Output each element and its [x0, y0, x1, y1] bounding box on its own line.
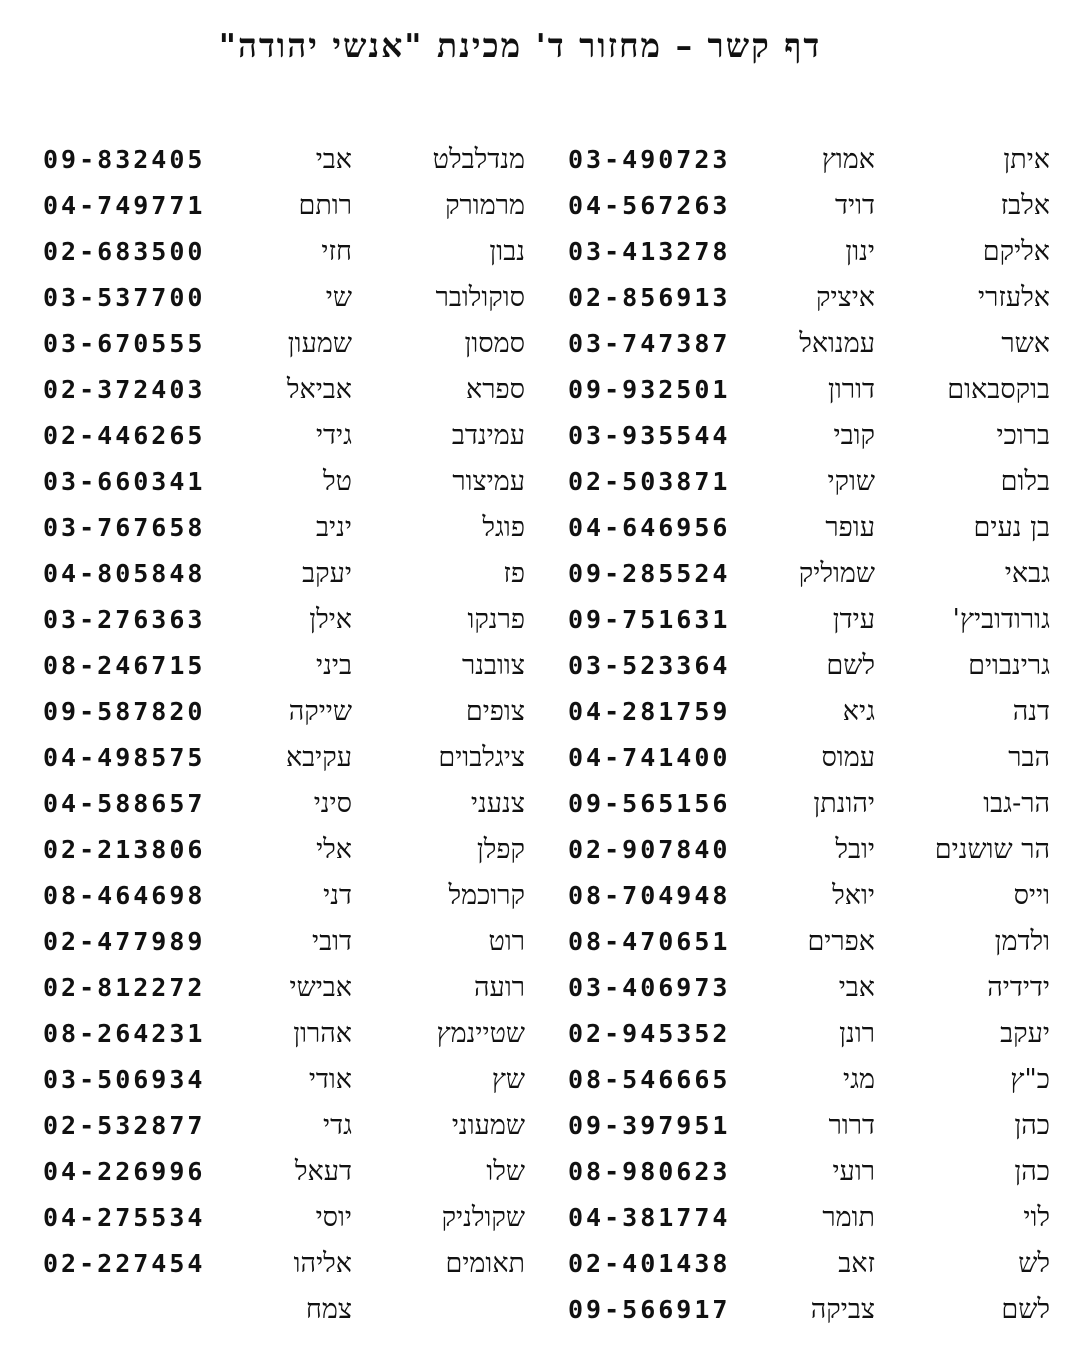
contact-last-name: צנעני — [470, 788, 525, 819]
contact-last-name: פוגל — [482, 512, 525, 543]
contact-phone: 03-747387 — [568, 329, 731, 358]
page-title: דף קשר – מחזור ד' מכינת "אנשי יהודה" — [218, 26, 822, 65]
contact-first-name: זאב — [838, 1248, 875, 1279]
contact-first-name: יעקב — [302, 558, 352, 589]
contact-last-name: כהן — [1014, 1110, 1050, 1141]
contact-phone: 02-213806 — [43, 835, 206, 864]
contact-first-name: דעאל — [294, 1156, 352, 1187]
table-row — [0, 140, 1080, 180]
contact-last-name: הר-גבו — [983, 788, 1050, 819]
contact-phone: 02-401438 — [568, 1249, 731, 1278]
contact-first-name: צמח — [305, 1294, 352, 1325]
contact-phone: 02-477989 — [43, 927, 206, 956]
contact-last-name: וייס — [1013, 880, 1050, 911]
contact-phone: 03-767658 — [43, 513, 206, 542]
contact-last-name: לוי — [1023, 1202, 1050, 1233]
contact-first-name: גדי — [323, 1110, 352, 1141]
contact-last-name: נבון — [489, 236, 525, 267]
table-row — [0, 876, 1080, 916]
contact-first-name: דני — [323, 880, 352, 911]
contact-last-name: צוובנר — [461, 650, 525, 681]
contact-first-name: אבי — [315, 144, 352, 175]
contact-last-name: איתן — [1003, 144, 1050, 175]
contact-first-name: אילן — [309, 604, 352, 635]
contact-first-name: יניב — [316, 512, 352, 543]
contact-last-name: גבאי — [1004, 558, 1050, 589]
contact-last-name: אלבז — [1000, 190, 1050, 221]
table-row — [0, 232, 1080, 272]
contact-last-name: סמסון — [464, 328, 525, 359]
contact-first-name: אליהו — [293, 1248, 352, 1279]
contact-first-name: עקיבא — [285, 742, 352, 773]
contact-first-name: אבי — [838, 972, 875, 1003]
contact-first-name: יהונתן — [813, 788, 875, 819]
contact-first-name: עידן — [832, 604, 875, 635]
contact-phone: 02-907840 — [568, 835, 731, 864]
contact-first-name: דובי — [312, 926, 352, 957]
contact-last-name: פרנקו — [467, 604, 525, 635]
contact-first-name: גיא — [842, 696, 875, 727]
contact-first-name: עופר — [825, 512, 875, 543]
table-row — [0, 738, 1080, 778]
table-row — [0, 186, 1080, 226]
contact-last-name: יעקב — [1000, 1018, 1050, 1049]
contact-last-name: קרוכמל — [448, 880, 525, 911]
contact-last-name: שלו — [486, 1156, 525, 1187]
table-row — [0, 1244, 1080, 1284]
contact-phone: 03-537700 — [43, 283, 206, 312]
contact-last-name: שץ — [491, 1064, 525, 1095]
contact-first-name: אהרון — [293, 1018, 352, 1049]
contact-last-name: אלעזרי — [978, 282, 1050, 313]
contact-phone: 08-470651 — [568, 927, 731, 956]
contact-first-name: שוקי — [827, 466, 875, 497]
table-row — [0, 278, 1080, 318]
contact-phone: 08-464698 — [43, 881, 206, 910]
contact-phone: 03-276363 — [43, 605, 206, 634]
contact-last-name: שטיינמץ — [436, 1018, 525, 1049]
contact-first-name: חזי — [321, 236, 352, 267]
contact-last-name: תאומים — [445, 1248, 525, 1279]
contact-first-name: שי — [325, 282, 352, 313]
contact-first-name: אמוץ — [821, 144, 875, 175]
contact-phone: 08-704948 — [568, 881, 731, 910]
contact-phone: 08-546665 — [568, 1065, 731, 1094]
contact-last-name: בלום — [1000, 466, 1050, 497]
contact-last-name: בן נעים — [973, 512, 1050, 543]
table-row — [0, 370, 1080, 410]
contact-phone: 02-683500 — [43, 237, 206, 266]
contact-phone: 09-932501 — [568, 375, 731, 404]
contact-last-name: רוט — [488, 926, 525, 957]
contact-last-name: עמינדב — [451, 420, 525, 451]
contact-phone: 04-275534 — [43, 1203, 206, 1232]
contact-last-name: קפלן — [476, 834, 525, 865]
contact-phone: 02-812272 — [43, 973, 206, 1002]
contact-first-name: אבישי — [289, 972, 352, 1003]
contact-phone: 09-751631 — [568, 605, 731, 634]
contact-last-name: אליקם — [982, 236, 1050, 267]
table-row — [0, 1152, 1080, 1192]
contact-phone: 03-406973 — [568, 973, 731, 1002]
contact-last-name: כהן — [1014, 1156, 1050, 1187]
table-row — [0, 1106, 1080, 1146]
contact-first-name: אודי — [308, 1064, 352, 1095]
contact-last-name: דנה — [1012, 696, 1050, 727]
contact-phone: 02-446265 — [43, 421, 206, 450]
contact-first-name: דויד — [835, 190, 875, 221]
contact-phone: 04-646956 — [568, 513, 731, 542]
contact-last-name: לש — [1018, 1248, 1050, 1279]
contact-first-name: רונן — [839, 1018, 875, 1049]
table-row — [0, 692, 1080, 732]
table-row — [0, 830, 1080, 870]
contact-first-name: ינון — [845, 236, 875, 267]
contact-phone: 04-741400 — [568, 743, 731, 772]
contact-first-name: לשם — [826, 650, 875, 681]
contact-phone: 04-588657 — [43, 789, 206, 818]
contact-last-name: רועה — [474, 972, 525, 1003]
contact-last-name: צופים — [465, 696, 525, 727]
table-row — [0, 600, 1080, 640]
contact-first-name: קובי — [833, 420, 875, 451]
table-row — [0, 462, 1080, 502]
contact-last-name: סוקולובר — [435, 282, 525, 313]
table-row — [0, 1198, 1080, 1238]
table-row — [0, 922, 1080, 962]
contact-first-name: תומר — [822, 1202, 875, 1233]
contact-last-name: ידידיה — [987, 972, 1050, 1003]
contact-phone: 03-506934 — [43, 1065, 206, 1094]
contact-last-name: ציגלבוים — [438, 742, 525, 773]
contact-first-name: סיני — [313, 788, 352, 819]
table-row — [0, 508, 1080, 548]
contact-first-name: צביקה — [810, 1294, 875, 1325]
contact-phone: 02-227454 — [43, 1249, 206, 1278]
contact-phone: 08-264231 — [43, 1019, 206, 1048]
contact-first-name: ביני — [316, 650, 352, 681]
contact-phone: 08-980623 — [568, 1157, 731, 1186]
contact-first-name: דורון — [828, 374, 875, 405]
contact-last-name: עמיצור — [452, 466, 525, 497]
contact-phone: 04-805848 — [43, 559, 206, 588]
contact-phone: 09-565156 — [568, 789, 731, 818]
contact-phone: 02-856913 — [568, 283, 731, 312]
contact-phone: 04-281759 — [568, 697, 731, 726]
table-row — [0, 1290, 1080, 1330]
contact-phone: 03-490723 — [568, 145, 731, 174]
contact-phone: 09-587820 — [43, 697, 206, 726]
contact-last-name: פז — [503, 558, 525, 589]
contact-first-name: אביאל — [286, 374, 352, 405]
contact-last-name: שקולניק — [441, 1202, 525, 1233]
table-row — [0, 416, 1080, 456]
contact-phone: 03-660341 — [43, 467, 206, 496]
contact-first-name: מגי — [843, 1064, 875, 1095]
contact-phone: 02-503871 — [568, 467, 731, 496]
table-row — [0, 968, 1080, 1008]
contact-phone: 09-397951 — [568, 1111, 731, 1140]
contact-phone: 04-381774 — [568, 1203, 731, 1232]
contact-last-name: אשר — [1001, 328, 1050, 359]
contact-first-name: יובל — [835, 834, 875, 865]
contact-first-name: עמנואל — [799, 328, 875, 359]
contact-phone: 02-372403 — [43, 375, 206, 404]
contact-first-name: אלי — [316, 834, 352, 865]
contact-first-name: יוסי — [315, 1202, 352, 1233]
contact-first-name: איציק — [816, 282, 875, 313]
contact-first-name: דרור — [828, 1110, 875, 1141]
contact-first-name: יואל — [832, 880, 875, 911]
contact-phone: 09-566917 — [568, 1295, 731, 1324]
contact-phone: 08-246715 — [43, 651, 206, 680]
contact-last-name: הר שושנים — [934, 834, 1050, 865]
contact-last-name: בוקסבאום — [947, 374, 1050, 405]
contact-first-name: רועי — [832, 1156, 875, 1187]
contact-phone: 03-413278 — [568, 237, 731, 266]
contact-phone: 03-670555 — [43, 329, 206, 358]
contact-first-name: שמעון — [287, 328, 352, 359]
contact-first-name: שייקה — [288, 696, 352, 727]
contact-last-name: גרינבוים — [968, 650, 1050, 681]
contact-phone: 02-945352 — [568, 1019, 731, 1048]
contact-first-name: טל — [323, 466, 352, 497]
contact-phone: 04-567263 — [568, 191, 731, 220]
contact-phone: 02-532877 — [43, 1111, 206, 1140]
contact-first-name: עמוס — [821, 742, 875, 773]
contact-last-name: ברוכי — [996, 420, 1050, 451]
contact-phone: 04-226996 — [43, 1157, 206, 1186]
table-row — [0, 784, 1080, 824]
contact-last-name: הבר — [1008, 742, 1050, 773]
contact-last-name: כ"ץ — [1010, 1064, 1050, 1095]
contact-last-name: ולדמן — [994, 926, 1050, 957]
contact-phone: 04-498575 — [43, 743, 206, 772]
table-row — [0, 1060, 1080, 1100]
contact-phone: 04-749771 — [43, 191, 206, 220]
contact-last-name: מרמורק — [445, 190, 525, 221]
contact-last-name: שמעוני — [451, 1110, 525, 1141]
contact-phone: 09-832405 — [43, 145, 206, 174]
table-row — [0, 1014, 1080, 1054]
contact-first-name: אפרים — [807, 926, 875, 957]
contact-phone: 09-285524 — [568, 559, 731, 588]
table-row — [0, 554, 1080, 594]
table-row — [0, 646, 1080, 686]
contact-first-name: רותם — [298, 190, 352, 221]
contact-phone: 03-935544 — [568, 421, 731, 450]
contact-phone: 03-523364 — [568, 651, 731, 680]
contact-first-name: שמוליק — [798, 558, 875, 589]
contact-first-name: גידי — [315, 420, 352, 451]
contact-last-name: מנדלבלט — [432, 144, 525, 175]
table-row — [0, 324, 1080, 364]
contact-last-name: ספרא — [466, 374, 525, 405]
contact-last-name: לשם — [1001, 1294, 1050, 1325]
contact-last-name: גורודוביץ' — [952, 604, 1050, 635]
